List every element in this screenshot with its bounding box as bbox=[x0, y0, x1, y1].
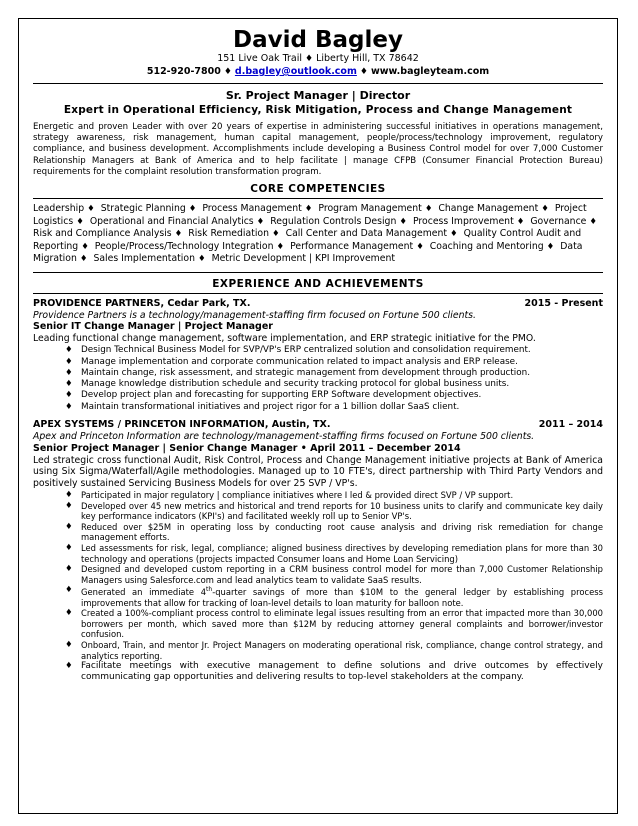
diamond-icon: ♦ bbox=[589, 216, 598, 227]
competency-item: Leadership bbox=[33, 203, 85, 215]
competency-item: People/Process/Technology Integration bbox=[94, 240, 274, 252]
diamond-icon: ♦ bbox=[546, 241, 555, 252]
job-bullets bbox=[33, 345, 603, 413]
bullet-item bbox=[65, 345, 603, 356]
company-name: PROVIDENCE PARTNERS, Cedar Park, TX. bbox=[33, 297, 251, 309]
diamond-icon: ♦ bbox=[174, 229, 183, 240]
competency-item: Regulation Controls Design bbox=[270, 215, 397, 227]
city-state-zip: Liberty Hill, TX 78642 bbox=[316, 53, 419, 64]
diamond-icon: ♦ bbox=[416, 241, 424, 252]
diamond-icon: ♦ bbox=[359, 67, 368, 77]
diamond-bullet-icon: ♦ bbox=[65, 661, 73, 672]
diamond-icon: ♦ bbox=[76, 216, 84, 227]
diamond-bullet-icon: ♦ bbox=[65, 401, 73, 412]
diamond-icon: ♦ bbox=[304, 204, 313, 215]
diamond-bullet-icon: ♦ bbox=[65, 489, 73, 500]
competencies-list bbox=[33, 203, 603, 266]
bullet-text: Reduced over $25M in operating loss by conducting root cause analysis and driving risk remediation for change management efforts. bbox=[81, 521, 603, 543]
bullet-text: Generated an immediate 4th-quarter savings of more than $10M to the general ledger by establishing process improvements that allow for tracking of loan-level details to loan maturity for balloon note. bbox=[81, 586, 603, 608]
competency-item: Operational and Financial Analytics bbox=[89, 215, 254, 227]
bullet-text: Manage implementation and corporate communication related to impact analysis and ERP release. bbox=[81, 356, 518, 367]
bullet-text: Develop project plan and forecasting for supporting ERP Software development objectives. bbox=[81, 390, 482, 401]
job-intro: Leading functional change management, software implementation, and ERP strategic initiative for the PMO. bbox=[33, 333, 536, 345]
resume-page bbox=[18, 18, 618, 814]
job-intro: Led strategic cross functional Audit, Risk Control, Process and Change Management initiative projects at Bank of America using Six Sigma/Waterfall/Agile methodologies. Managed up to 10 FTE's, direct partnership with Third Party Vendors and positively sustained Servicing Business Models for over 25 SVP / VP's. bbox=[33, 454, 603, 490]
diamond-icon: ♦ bbox=[223, 67, 232, 77]
professional-title: Sr. Project Manager | Director bbox=[225, 89, 411, 102]
competency-item: Performance Management bbox=[290, 240, 414, 252]
bullet-item bbox=[65, 501, 603, 522]
bullet-item bbox=[65, 543, 603, 564]
job-dates: 2011 – 2014 bbox=[538, 419, 603, 431]
competency-item: Risk and Compliance Analysis bbox=[33, 228, 172, 240]
company-description: Apex and Princeton Information are technology/management-staffing firms focused on Fortune 500 clients. bbox=[33, 431, 535, 443]
bullet-text: Manage knowledge distribution schedule and security tracking protocol for global business units. bbox=[81, 379, 510, 390]
diamond-icon: ♦ bbox=[424, 204, 433, 215]
competency-item: Process Management bbox=[202, 203, 302, 215]
street-address: 151 Live Oak Trail bbox=[217, 53, 302, 64]
section-heading-experience: EXPERIENCE AND ACHIEVEMENTS bbox=[212, 277, 424, 290]
diamond-icon: ♦ bbox=[399, 216, 407, 227]
bullet-text: Design Technical Business Model for SVP/VP's ERP centralized solution and consolidation requirement. bbox=[81, 345, 531, 356]
diamond-bullet-icon: ♦ bbox=[65, 521, 73, 532]
job-entry-providence bbox=[33, 298, 603, 413]
section-heading-competencies: CORE COMPETENCIES bbox=[250, 183, 386, 196]
diamond-bullet-icon: ♦ bbox=[65, 356, 73, 367]
diamond-bullet-icon: ♦ bbox=[65, 585, 73, 596]
diamond-bullet-icon: ♦ bbox=[65, 608, 73, 619]
diamond-icon: ♦ bbox=[256, 216, 265, 227]
company-description: Providence Partners is a technology/management-staffing firm focused on Fortune 500 clients. bbox=[33, 309, 476, 321]
job-header bbox=[33, 419, 603, 431]
diamond-icon: ♦ bbox=[197, 254, 206, 265]
bullet-text: Facilitate meetings with executive management to define solutions and drive outcomes by effectively communicating gap opportunities and delivering results to top-level stakeholders at the company. bbox=[81, 661, 603, 683]
diamond-icon: ♦ bbox=[450, 229, 458, 240]
resume-content bbox=[33, 27, 603, 684]
diamond-icon: ♦ bbox=[516, 216, 525, 227]
competency-item: Program Management bbox=[318, 203, 422, 215]
diamond-bullet-icon: ♦ bbox=[65, 542, 73, 553]
bullet-item bbox=[65, 357, 603, 368]
job-role: Senior Project Manager | Senior Change Manager • April 2011 – December 2014 bbox=[33, 442, 461, 454]
bullet-item bbox=[65, 661, 603, 683]
bullet-item bbox=[65, 585, 603, 608]
website-text: www.bagleyteam.com bbox=[370, 66, 490, 77]
bullet-text: Maintain change, risk assessment, and strategic management from development through production. bbox=[81, 367, 531, 378]
diamond-bullet-icon: ♦ bbox=[65, 564, 73, 575]
diamond-icon: ♦ bbox=[188, 204, 197, 215]
divider bbox=[33, 293, 603, 294]
job-header bbox=[33, 298, 603, 310]
competency-item: Sales Implementation bbox=[93, 253, 195, 265]
bullet-text: Led assessments for risk, legal, compliance; aligned business directives by developing remediation plans for more than 30 technology and operations (projects impacted Consumer loans and Home Loan Servicing) bbox=[81, 542, 603, 564]
diamond-bullet-icon: ♦ bbox=[65, 640, 73, 651]
bullet-item bbox=[65, 490, 603, 501]
bullet-text: Developed over 45 new metrics and historical and trend reports for 10 business units to clarify and communicate key daily key performance indicators (KPI's) and facilitated weekly roll up to Senior VP's. bbox=[81, 500, 603, 522]
competency-item: Change Management bbox=[438, 203, 539, 215]
diamond-bullet-icon: ♦ bbox=[65, 345, 73, 356]
divider bbox=[33, 272, 603, 273]
divider bbox=[33, 198, 603, 199]
phone-number: 512-920-7800 bbox=[146, 66, 221, 77]
professional-subtitle: Expert in Operational Efficiency, Risk Mitigation, Process and Change Management bbox=[63, 104, 573, 116]
bullet-item bbox=[65, 640, 603, 661]
bullet-item bbox=[65, 522, 603, 543]
contact-line bbox=[33, 65, 603, 79]
diamond-icon: ♦ bbox=[305, 54, 314, 64]
diamond-bullet-icon: ♦ bbox=[65, 390, 73, 401]
job-role: Senior IT Change Manager | Project Manager bbox=[33, 321, 273, 333]
divider bbox=[33, 83, 603, 84]
bullet-item bbox=[65, 390, 603, 401]
competency-item: Metric Development | KPI Improvement bbox=[211, 253, 395, 265]
bullet-item bbox=[65, 368, 603, 379]
competency-item: Governance bbox=[530, 215, 587, 227]
bullet-text: Maintain transformational initiatives and project rigor for a 1 billion dollar SaaS client. bbox=[81, 401, 460, 412]
candidate-name: David Bagley bbox=[233, 27, 403, 53]
company-name: APEX SYSTEMS / PRINCETON INFORMATION, Austin, TX. bbox=[33, 419, 331, 431]
competency-item: Data Migration bbox=[33, 240, 583, 265]
bullet-text: Created a 100%-compliant process control to eliminate legal issues resulting from an error that impacted more than 30,000 borrowers per month, which saved more than $12M by reducing attorney general complaints and borrower/investor confusion. bbox=[81, 608, 603, 640]
competency-item: Process Improvement bbox=[412, 215, 514, 227]
diamond-icon: ♦ bbox=[81, 241, 89, 252]
diamond-icon: ♦ bbox=[87, 204, 95, 215]
email-link[interactable]: d.bagley@outlook.com bbox=[234, 66, 357, 77]
bullet-text: Designed and developed custom reporting in a CRM business control model for more than 7,000 Customer Relationship Managers using Salesforce.com and lead analytics team to validate SaaS results. bbox=[81, 564, 603, 585]
competency-item: Strategic Planning bbox=[100, 203, 186, 215]
bullet-item bbox=[65, 379, 603, 390]
bullet-item bbox=[65, 608, 603, 640]
diamond-icon: ♦ bbox=[272, 229, 280, 240]
diamond-icon: ♦ bbox=[541, 204, 549, 215]
bullet-item bbox=[65, 564, 603, 585]
job-bullets bbox=[33, 490, 603, 684]
bullet-item bbox=[65, 402, 603, 413]
job-entry-apex bbox=[33, 419, 603, 684]
job-dates: 2015 - Present bbox=[524, 297, 603, 309]
competency-item: Call Center and Data Management bbox=[285, 228, 448, 240]
bullet-text: Onboard, Train, and mentor Jr. Project Managers on moderating operational risk, compliance, change control strategy, and analytics reporting. bbox=[81, 640, 603, 661]
address-line bbox=[33, 53, 603, 65]
competency-item: Coaching and Mentoring bbox=[429, 240, 544, 252]
diamond-bullet-icon: ♦ bbox=[65, 379, 73, 390]
bullet-text: Participated in major regulatory | compliance initiatives where I led & provided direct SVP / VP support. bbox=[81, 489, 514, 500]
competency-item: Risk Remediation bbox=[188, 228, 270, 240]
diamond-bullet-icon: ♦ bbox=[65, 367, 73, 378]
diamond-bullet-icon: ♦ bbox=[65, 500, 73, 511]
diamond-icon: ♦ bbox=[276, 241, 285, 252]
diamond-icon: ♦ bbox=[79, 254, 88, 265]
competency-item: Project Logistics bbox=[33, 203, 587, 227]
summary-paragraph: Energetic and proven Leader with over 20 years of expertise in administering successful initiatives in operations management, strategy awareness, risk management, human capital management, people/process/technology improvement, regulatory compliance, and business development. Accomplishments include developing a Business Control model for over 7,000 Customer Relationship Managers at Bank of America and to help facilitate | manage CFPB (Consumer Financial Protection Bureau) requirements for the complaint resolution transformation program. bbox=[33, 122, 603, 177]
competency-item: Quality Control Audit and Reporting bbox=[33, 228, 582, 252]
